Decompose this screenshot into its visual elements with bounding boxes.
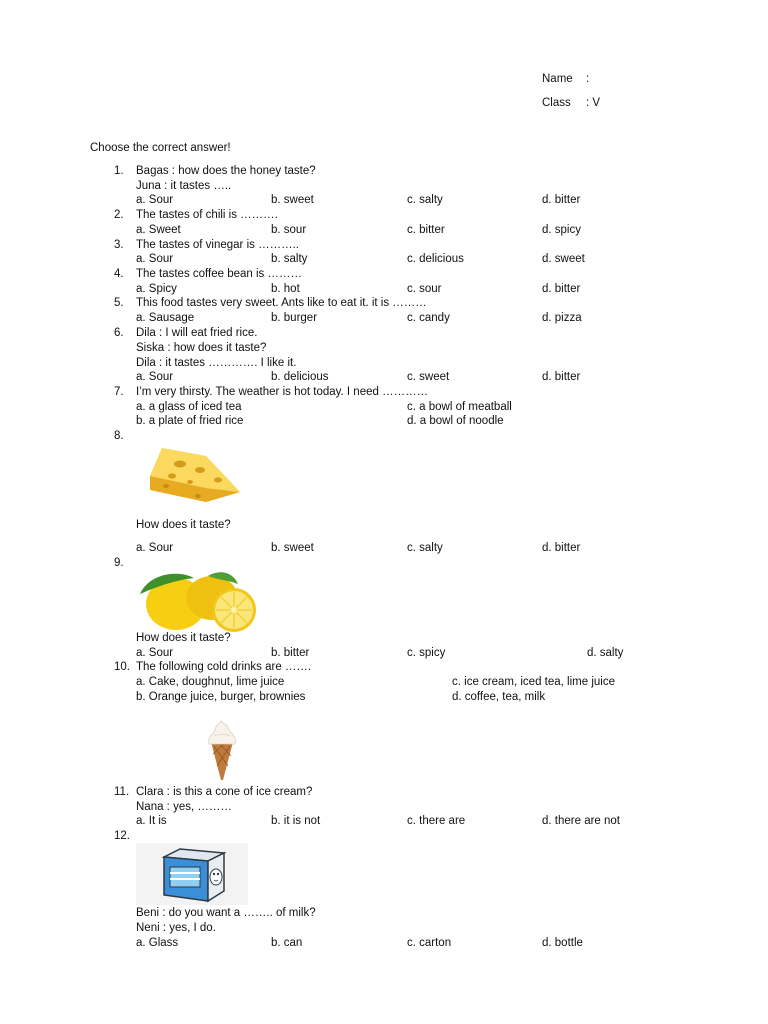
q8-option-b: b. sweet xyxy=(271,542,314,554)
q3-option-a: a. Sour xyxy=(136,253,174,265)
instruction: Choose the correct answer! xyxy=(90,142,231,154)
q3-option-c: c. delicious xyxy=(407,253,464,265)
q12-option-c: c. carton xyxy=(407,937,452,949)
q11-option-c: c. there are xyxy=(407,815,466,827)
q1-option-d: d. bitter xyxy=(542,194,581,206)
q4-option-c: c. sour xyxy=(407,283,442,295)
q6-line1: Dila : I will eat fried rice. xyxy=(136,327,258,339)
q1-option-b: b. sweet xyxy=(271,194,314,206)
q6-option-b: b. delicious xyxy=(271,371,329,383)
q12-line2: Neni : yes, I do. xyxy=(136,922,216,934)
lemon-image xyxy=(136,568,262,632)
q12-line1: Beni : do you want a …….. of milk? xyxy=(136,907,316,919)
q8-option-d: d. bitter xyxy=(542,542,581,554)
q6-line2: Siska : how does it taste? xyxy=(136,342,267,354)
q5-option-d: d. pizza xyxy=(542,312,582,324)
q3-option-d: d. sweet xyxy=(542,253,585,265)
q8-option-a: a. Sour xyxy=(136,542,174,554)
milk-carton-image xyxy=(136,843,248,905)
q6-option-d: d. bitter xyxy=(542,371,581,383)
q6-line3: Dila : it tastes …………. I like it. xyxy=(136,357,297,369)
q1-option-a: a. Sour xyxy=(136,194,174,206)
q3-option-b: b. salty xyxy=(271,253,308,265)
q1-line2: Juna : it tastes ….. xyxy=(136,180,232,192)
q9-option-d: d. salty xyxy=(587,647,624,659)
q12-number: 12. xyxy=(114,830,130,842)
q2-number: 2. xyxy=(114,209,124,221)
q5-option-b: b. burger xyxy=(271,312,318,324)
q3-text: The tastes of vinegar is ……….. xyxy=(136,239,299,251)
q7-option-d: d. a bowl of noodle xyxy=(407,415,504,427)
q7-number: 7. xyxy=(114,386,124,398)
q10-number: 10. xyxy=(114,661,130,673)
q7-option-c: c. a bowl of meatball xyxy=(407,401,512,413)
q2-option-c: c. bitter xyxy=(407,224,445,236)
q9-option-a: a. Sour xyxy=(136,647,174,659)
q7-option-b: b. a plate of fried rice xyxy=(136,415,244,427)
q9-option-c: c. spicy xyxy=(407,647,446,659)
q11-option-a: a. It is xyxy=(136,815,167,827)
name-label: Name xyxy=(542,73,573,85)
q9-number: 9. xyxy=(114,557,124,569)
q8-option-c: c. salty xyxy=(407,542,443,554)
q11-line1: Clara : is this a cone of ice cream? xyxy=(136,786,313,798)
q5-option-c: c. candy xyxy=(407,312,450,324)
q5-option-a: a. Sausage xyxy=(136,312,195,324)
q8-number: 8. xyxy=(114,430,124,442)
q4-option-b: b. hot xyxy=(271,283,300,295)
q11-option-b: b. it is not xyxy=(271,815,321,827)
q10-option-d: d. coffee, tea, milk xyxy=(452,691,546,703)
q3-number: 3. xyxy=(114,239,124,251)
class-value: : V xyxy=(586,97,601,109)
q4-option-d: d. bitter xyxy=(542,283,581,295)
q12-option-d: d. bottle xyxy=(542,937,583,949)
q1-number: 1. xyxy=(114,165,124,177)
q10-option-b: b. Orange juice, burger, brownies xyxy=(136,691,306,703)
q2-option-d: d. spicy xyxy=(542,224,581,236)
q5-text: This food tastes very sweet. Ants like to eat it. it is ……… xyxy=(136,297,427,309)
ice-cream-cone-image xyxy=(206,718,238,782)
q4-option-a: a. Spicy xyxy=(136,283,177,295)
q11-number: 11. xyxy=(114,786,130,798)
q4-text: The tastes coffee bean is ……… xyxy=(136,268,302,280)
q7-text: I’m very thirsty. The weather is hot today. I need ………… xyxy=(136,386,429,398)
q4-number: 4. xyxy=(114,268,124,280)
q1-option-c: c. salty xyxy=(407,194,443,206)
q2-text: The tastes of chili is ………. xyxy=(136,209,278,221)
q6-option-a: a. Sour xyxy=(136,371,174,383)
q1-line1: Bagas : how does the honey taste? xyxy=(136,165,316,177)
name-separator: : xyxy=(586,73,590,85)
q12-option-a: a. Glass xyxy=(136,937,179,949)
q10-option-a: a. Cake, doughnut, lime juice xyxy=(136,676,285,688)
q8-question: How does it taste? xyxy=(136,519,231,531)
q11-line2: Nana : yes, ……… xyxy=(136,801,232,813)
q5-number: 5. xyxy=(114,297,124,309)
q9-option-b: b. bitter xyxy=(271,647,310,659)
q6-option-c: c. sweet xyxy=(407,371,450,383)
q2-option-b: b. sour xyxy=(271,224,307,236)
q11-option-d: d. there are not xyxy=(542,815,620,827)
q9-question: How does it taste? xyxy=(136,632,231,644)
q10-option-c: c. ice cream, iced tea, lime juice xyxy=(452,676,615,688)
q2-option-a: a. Sweet xyxy=(136,224,181,236)
q7-option-a: a. a glass of iced tea xyxy=(136,401,242,413)
class-label: Class xyxy=(542,97,571,109)
cheese-image xyxy=(146,446,244,504)
q12-option-b: b. can xyxy=(271,937,303,949)
q10-text: The following cold drinks are ……. xyxy=(136,661,312,673)
q6-number: 6. xyxy=(114,327,124,339)
